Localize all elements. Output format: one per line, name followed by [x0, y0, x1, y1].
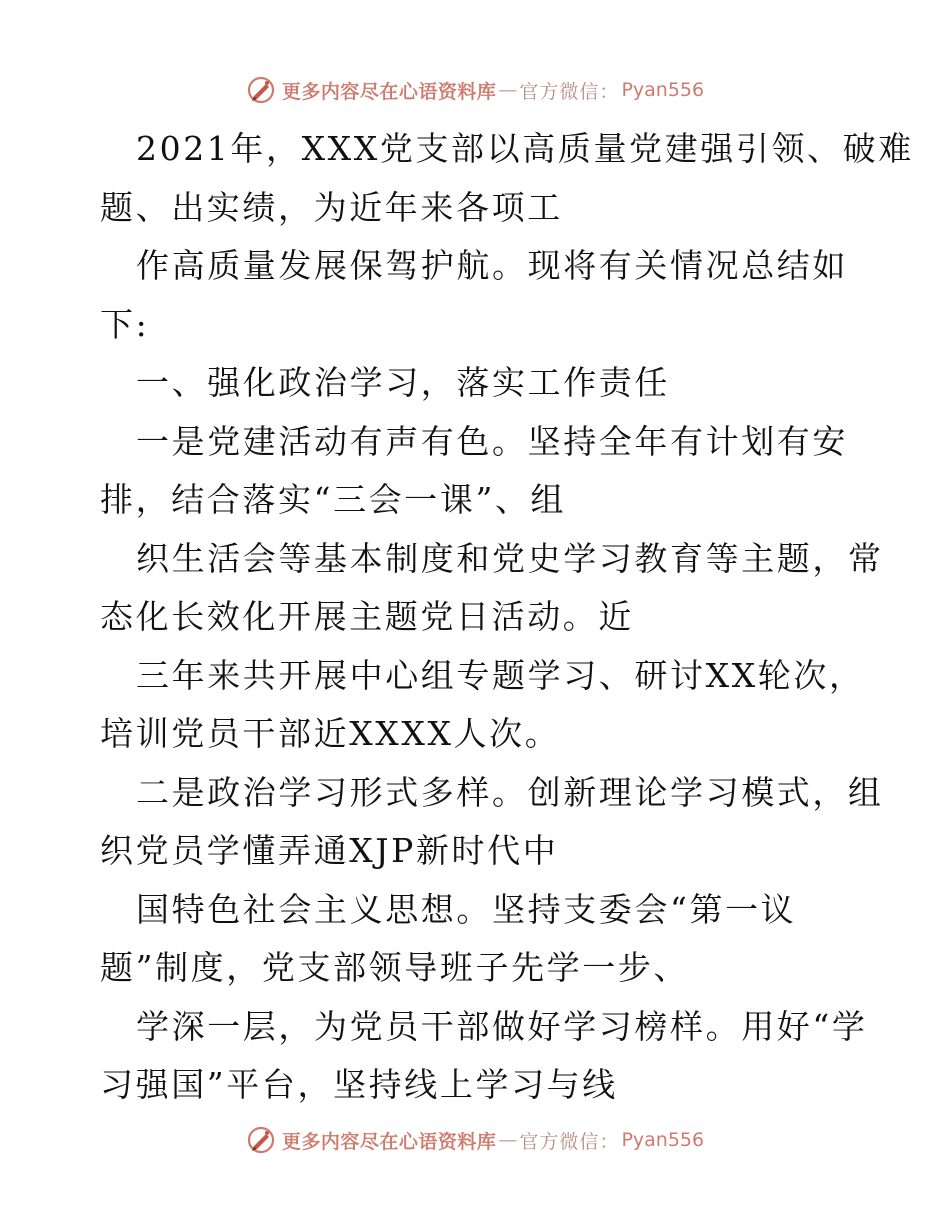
- text-line: 三年来共开展中心组专题学习、研讨XX轮次，: [136, 655, 865, 695]
- text-line: 织生活会等基本制度和党史学习教育等主题，常: [136, 538, 884, 578]
- text-line: 培训党员干部近XXXX人次。: [100, 714, 561, 753]
- text-line: 国特色社会主义思想。坚持支委会“第一议: [136, 889, 797, 929]
- text-line: 织党员学懂弄通XJP新时代中: [100, 831, 559, 870]
- text-line: 一是党建活动有声有色。坚持全年有计划有安: [136, 421, 848, 461]
- watermark-wechat-id: Pyan556: [621, 1129, 705, 1151]
- text-line: 2021年，XXX党支部以高质量党建强引领、破难: [136, 129, 914, 168]
- text-line: 作高质量发展保驾护航。现将有关情况总结如: [136, 246, 848, 285]
- text-line: 下:: [100, 304, 150, 344]
- document-body: [100, 120, 914, 1115]
- section-heading: 一、强化政治学习，落实工作责任: [136, 363, 670, 402]
- watermark-dash: —: [498, 1129, 518, 1151]
- watermark-main-text: 更多内容尽在心语资料库: [281, 1130, 497, 1153]
- text-line: 题”制度，党支部领导班子先学一步、: [100, 948, 690, 987]
- pen-logo-icon: [246, 1125, 276, 1155]
- watermark-sub-text: 官方微信：: [519, 1130, 620, 1153]
- header-watermark: [0, 70, 950, 110]
- watermark-dash: —: [498, 79, 518, 101]
- text-line: 习强国”平台，坚持线上学习与线: [100, 1065, 618, 1104]
- watermark-sub-text: 官方微信：: [519, 80, 620, 103]
- pen-logo-icon: [246, 75, 276, 105]
- text-line: 排，结合落实“三会一课”、组: [100, 480, 567, 519]
- text-line: 态化长效化开展主题党日活动。近: [100, 597, 634, 636]
- text-line: 二是政治学习形式多样。创新理论学习模式，组: [136, 772, 884, 812]
- text-line: 题、出实绩，为近年来各项工: [100, 187, 563, 227]
- watermark-wechat-id: Pyan556: [621, 79, 705, 101]
- footer-watermark: [0, 1120, 950, 1160]
- watermark-main-text: 更多内容尽在心语资料库: [281, 80, 497, 103]
- text-line: 学深一层，为党员干部做好学习榜样。用好“学: [136, 1006, 868, 1046]
